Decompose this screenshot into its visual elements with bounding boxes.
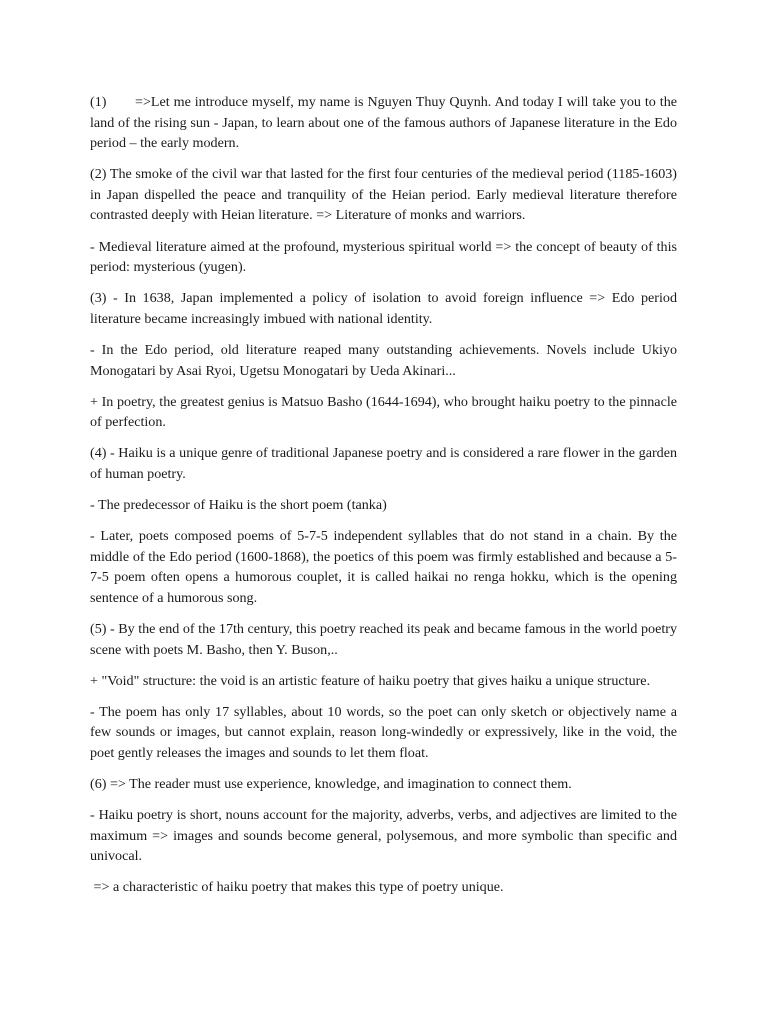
paragraph-text: =>Let me introduce myself, my name is Nguyen Thuy Quynh. And today I will take you to the land of the rising sun - Japan, to learn about one of the famous authors of Japanese literature in the Edo period – the early modern.	[90, 94, 677, 152]
paragraph-15: => a characteristic of haiku poetry that makes this type of poetry unique.	[90, 879, 504, 896]
paragraph-12: - The poem has only 17 syllables, about 10 words, so the poet can only sketch or objectively name a few sounds or images, but cannot explain, reason long-windedly or expressively, like in the void, the poet gently releases the images and sounds to let them float.	[90, 703, 677, 761]
paragraph-2: (2) The smoke of the civil war that lasted for the first four centuries of the medieval period (1185-1603) in Japan dispelled the peace and tranquility of the Heian period. Early medieval literature therefore contrasted deeply with Heian literature. => Literature of monks and warriors.	[90, 166, 677, 224]
paragraph-7: (4) - Haiku is a unique genre of traditional Japanese poetry and is considered a rare flower in the garden of human poetry.	[90, 445, 677, 482]
document-body	[90, 92, 677, 909]
paragraph-5: - In the Edo period, old literature reaped many outstanding achievements. Novels include Ukiyo Monogatari by Asai Ryoi, Ugetsu Monogatari by Ueda Akinari...	[90, 341, 677, 379]
paragraph-11: + "Void" structure: the void is an artistic feature of haiku poetry that gives haiku a unique structure.	[90, 672, 651, 689]
paragraph-number: (1)	[90, 94, 107, 110]
paragraph-1	[90, 92, 677, 154]
paragraph-14: - Haiku poetry is short, nouns account for the majority, adverbs, verbs, and adjectives are limited to the maximum => images and sounds become general, polysemous, and more symbolic than specific and univocal.	[90, 807, 677, 865]
paragraph-8: - The predecessor of Haiku is the short poem (tanka)	[90, 497, 387, 513]
paragraph-10: (5) - By the end of the 17th century, this poetry reached its peak and became famous in the world poetry scene with poets M. Basho, then Y. Buson,..	[90, 620, 677, 658]
paragraph-13: (6) => The reader must use experience, knowledge, and imagination to connect them.	[90, 776, 572, 793]
paragraph-4: (3) - In 1638, Japan implemented a policy of isolation to avoid foreign influence => Edo period literature became increasingly imbued with national identity.	[90, 290, 677, 327]
paragraph-6: + In poetry, the greatest genius is Matsuo Basho (1644-1694), who brought haiku poetry to the pinnacle of perfection.	[90, 393, 677, 431]
paragraph-3: - Medieval literature aimed at the profound, mysterious spiritual world => the concept of beauty of this period: mysterious (yugen).	[90, 238, 677, 276]
paragraph-9: - Later, poets composed poems of 5-7-5 independent syllables that do not stand in a chain. By the middle of the Edo period (1600-1868), the poetics of this poem was firmly established and because a 5-7-5 poem often opens a humorous couplet, it is called haikai no renga hokku, which is the opening sentence of a humorous song.	[90, 528, 677, 606]
